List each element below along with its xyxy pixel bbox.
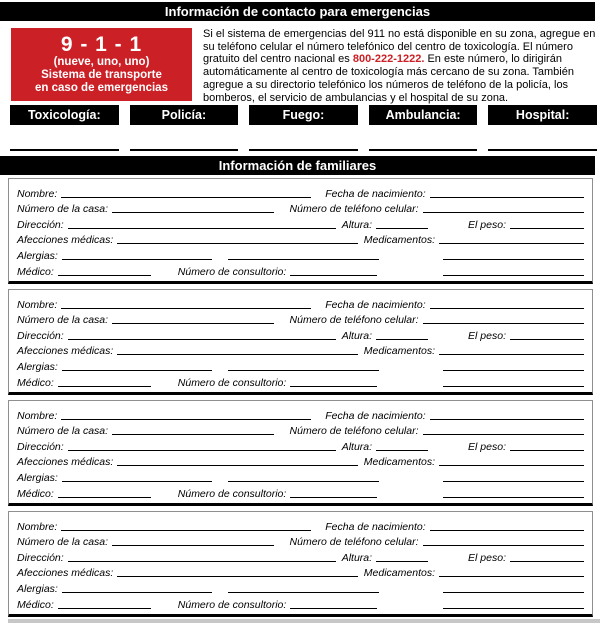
name-label: Nombre:: [17, 409, 58, 422]
medications-extra-line-2: [443, 608, 584, 609]
allergies-blank-line-1: [62, 481, 212, 482]
dob-blank-line: [430, 308, 584, 309]
dob-label: Fecha de nacimiento:: [325, 298, 426, 311]
nine-one-one-line3: en caso de emergencias: [35, 82, 168, 94]
contact-label-hospital: Hospital:: [488, 105, 597, 125]
conditions-label: Afecciones médicas:: [17, 567, 114, 580]
name-label: Nombre:: [17, 187, 58, 200]
row-doctor-office: [17, 485, 584, 501]
weight-blank-line: [510, 450, 584, 451]
height-blank-line: [376, 450, 428, 451]
home-phone-blank-line: [112, 323, 273, 324]
contact-blank-lines-row: [10, 134, 597, 151]
height-label: Altura:: [341, 218, 373, 231]
allergies-label: Alergias:: [17, 471, 58, 484]
height-label: Altura:: [341, 440, 373, 453]
doctor-blank-line: [58, 497, 151, 498]
row-address-height-weight: [17, 327, 584, 343]
doctor-label: Médico:: [17, 265, 54, 278]
family-sections: [8, 178, 593, 622]
medications-extra-line-2: [443, 275, 584, 276]
dob-blank-line: [430, 530, 584, 531]
height-blank-line: [376, 228, 428, 229]
row-conditions-medications: [17, 343, 584, 359]
row-name-dob: [17, 296, 584, 312]
address-label: Dirección:: [17, 329, 64, 342]
home-phone-label: Número de la casa:: [17, 203, 109, 216]
office-label: Número de consultorio:: [177, 376, 287, 389]
allergies-blank-line-1: [62, 592, 212, 593]
name-blank-line: [61, 530, 311, 531]
page-bottom-edge: [8, 619, 600, 623]
cell-phone-blank-line: [423, 545, 584, 546]
weight-label: El peso:: [468, 329, 506, 342]
family-section: [8, 289, 593, 395]
row-address-height-weight: [17, 438, 584, 454]
office-label: Número de consultorio:: [177, 487, 287, 500]
medications-label: Medicamentos:: [363, 567, 435, 580]
fuego-blank-line: [249, 134, 358, 151]
contact-label-fuego: Fuego:: [249, 105, 358, 125]
row-address-height-weight: [17, 549, 584, 565]
allergies-blank-line-2: [228, 592, 379, 593]
ambulancia-blank-line: [369, 134, 478, 151]
medications-label: Medicamentos:: [363, 456, 435, 469]
row-phones: [17, 534, 584, 550]
name-blank-line: [61, 308, 311, 309]
address-blank-line: [68, 561, 336, 562]
allergies-blank-line-2: [228, 370, 379, 371]
weight-label: El peso:: [468, 440, 506, 453]
address-label: Dirección:: [17, 440, 64, 453]
doctor-label: Médico:: [17, 487, 54, 500]
row-phones: [17, 312, 584, 328]
name-label: Nombre:: [17, 298, 58, 311]
cell-phone-label: Número de teléfono celular:: [289, 203, 419, 216]
office-label: Número de consultorio:: [177, 598, 287, 611]
office-blank-line: [290, 275, 377, 276]
row-allergies: [17, 469, 584, 485]
medications-blank-line: [439, 576, 584, 577]
row-phones: [17, 423, 584, 439]
doctor-label: Médico:: [17, 376, 54, 389]
allergies-blank-line-1: [62, 259, 212, 260]
dob-blank-line: [430, 419, 584, 420]
row-allergies: [17, 247, 584, 263]
conditions-label: Afecciones médicas:: [17, 456, 114, 469]
allergies-label: Alergias:: [17, 249, 58, 262]
instructions-text-after: En este número, lo dirigirán automáticamente al centro de toxicología más cercano de su zona. También agregue a su directorio telefónico los números de teléfono de la policía, los bomberos, el servicio de ambulancias y el hospital de su zona.: [203, 53, 574, 104]
row-allergies: [17, 580, 584, 596]
medications-extra-line-2: [443, 386, 584, 387]
height-label: Altura:: [341, 329, 373, 342]
nine-one-one-line2: Sistema de transporte: [41, 69, 162, 81]
conditions-blank-line: [117, 354, 358, 355]
medications-label: Medicamentos:: [363, 345, 435, 358]
name-label: Nombre:: [17, 520, 58, 533]
row-name-dob: [17, 407, 584, 423]
family-header-bar: [0, 156, 595, 175]
cell-phone-label: Número de teléfono celular:: [289, 314, 419, 327]
row-conditions-medications: [17, 565, 584, 581]
contact-label-policia: Policía:: [130, 105, 239, 125]
cell-phone-label: Número de teléfono celular:: [289, 425, 419, 438]
conditions-blank-line: [117, 465, 358, 466]
home-phone-blank-line: [112, 545, 273, 546]
emergency-instructions-paragraph: [203, 28, 596, 104]
address-blank-line: [68, 228, 336, 229]
row-phones: [17, 201, 584, 217]
row-address-height-weight: [17, 216, 584, 232]
allergies-blank-line-1: [62, 370, 212, 371]
family-section: [8, 178, 593, 284]
row-conditions-medications: [17, 232, 584, 248]
family-section: [8, 400, 593, 506]
dob-label: Fecha de nacimiento:: [325, 409, 426, 422]
address-blank-line: [68, 450, 336, 451]
contact-labels-row: [10, 105, 597, 125]
height-label: Altura:: [341, 551, 373, 564]
medications-extra-line-2: [443, 497, 584, 498]
office-blank-line: [290, 386, 377, 387]
weight-label: El peso:: [468, 551, 506, 564]
poison-center-phone-number: 800-222-1222.: [352, 53, 425, 66]
doctor-blank-line: [58, 275, 151, 276]
address-blank-line: [68, 339, 336, 340]
conditions-label: Afecciones médicas:: [17, 345, 114, 358]
emergency-header-title: Información de contacto para emergencias: [164, 4, 431, 19]
home-phone-label: Número de la casa:: [17, 536, 109, 549]
weight-blank-line: [510, 228, 584, 229]
policia-blank-line: [130, 134, 239, 151]
hospital-blank-line: [488, 134, 597, 151]
medications-extra-line-1: [443, 592, 584, 593]
row-conditions-medications: [17, 454, 584, 470]
contact-label-ambulancia: Ambulancia:: [369, 105, 478, 125]
row-name-dob: [17, 185, 584, 201]
nine-one-one-number: 9 - 1 - 1: [60, 33, 143, 56]
conditions-label: Afecciones médicas:: [17, 234, 114, 247]
allergies-label: Alergias:: [17, 360, 58, 373]
nine-one-one-box: [11, 28, 192, 101]
conditions-blank-line: [117, 576, 358, 577]
address-label: Dirección:: [17, 551, 64, 564]
weight-blank-line: [510, 561, 584, 562]
row-allergies: [17, 358, 584, 374]
cell-phone-label: Número de teléfono celular:: [289, 536, 419, 549]
dob-label: Fecha de nacimiento:: [325, 520, 426, 533]
weight-label: El peso:: [468, 218, 506, 231]
row-doctor-office: [17, 263, 584, 279]
office-blank-line: [290, 497, 377, 498]
allergies-blank-line-2: [228, 481, 379, 482]
doctor-label: Médico:: [17, 598, 54, 611]
weight-blank-line: [510, 339, 584, 340]
height-blank-line: [376, 561, 428, 562]
home-phone-blank-line: [112, 212, 273, 213]
family-header-title: Información de familiares: [218, 158, 377, 173]
emergency-header-bar: [0, 2, 595, 21]
home-phone-blank-line: [112, 434, 273, 435]
home-phone-label: Número de la casa:: [17, 314, 109, 327]
medications-blank-line: [439, 243, 584, 244]
doctor-blank-line: [58, 386, 151, 387]
doctor-blank-line: [58, 608, 151, 609]
medications-blank-line: [439, 354, 584, 355]
allergies-blank-line-2: [228, 259, 379, 260]
medications-extra-line-1: [443, 481, 584, 482]
home-phone-label: Número de la casa:: [17, 425, 109, 438]
cell-phone-blank-line: [423, 323, 584, 324]
cell-phone-blank-line: [423, 212, 584, 213]
family-section: [8, 511, 593, 617]
instructions-text-before: Si el sistema de emergencias del 911 no está disponible en su zona, agregue en su teléfono celular el número telefónico del centro de toxicología. El número gratuito del centro nacional es: [203, 28, 596, 66]
medications-label: Medicamentos:: [363, 234, 435, 247]
dob-blank-line: [430, 197, 584, 198]
office-blank-line: [290, 608, 377, 609]
medications-extra-line-1: [443, 259, 584, 260]
toxicologia-blank-line: [10, 134, 119, 151]
allergies-label: Alergias:: [17, 582, 58, 595]
office-label: Número de consultorio:: [177, 265, 287, 278]
dob-label: Fecha de nacimiento:: [325, 187, 426, 200]
cell-phone-blank-line: [423, 434, 584, 435]
conditions-blank-line: [117, 243, 358, 244]
name-blank-line: [61, 197, 311, 198]
row-name-dob: [17, 518, 584, 534]
contact-label-toxicologia: Toxicología:: [10, 105, 119, 125]
height-blank-line: [376, 339, 428, 340]
name-blank-line: [61, 419, 311, 420]
address-label: Dirección:: [17, 218, 64, 231]
row-doctor-office: [17, 596, 584, 612]
medications-extra-line-1: [443, 370, 584, 371]
row-doctor-office: [17, 374, 584, 390]
nine-one-one-phonetic: (nueve, uno, uno): [53, 56, 150, 68]
medications-blank-line: [439, 465, 584, 466]
